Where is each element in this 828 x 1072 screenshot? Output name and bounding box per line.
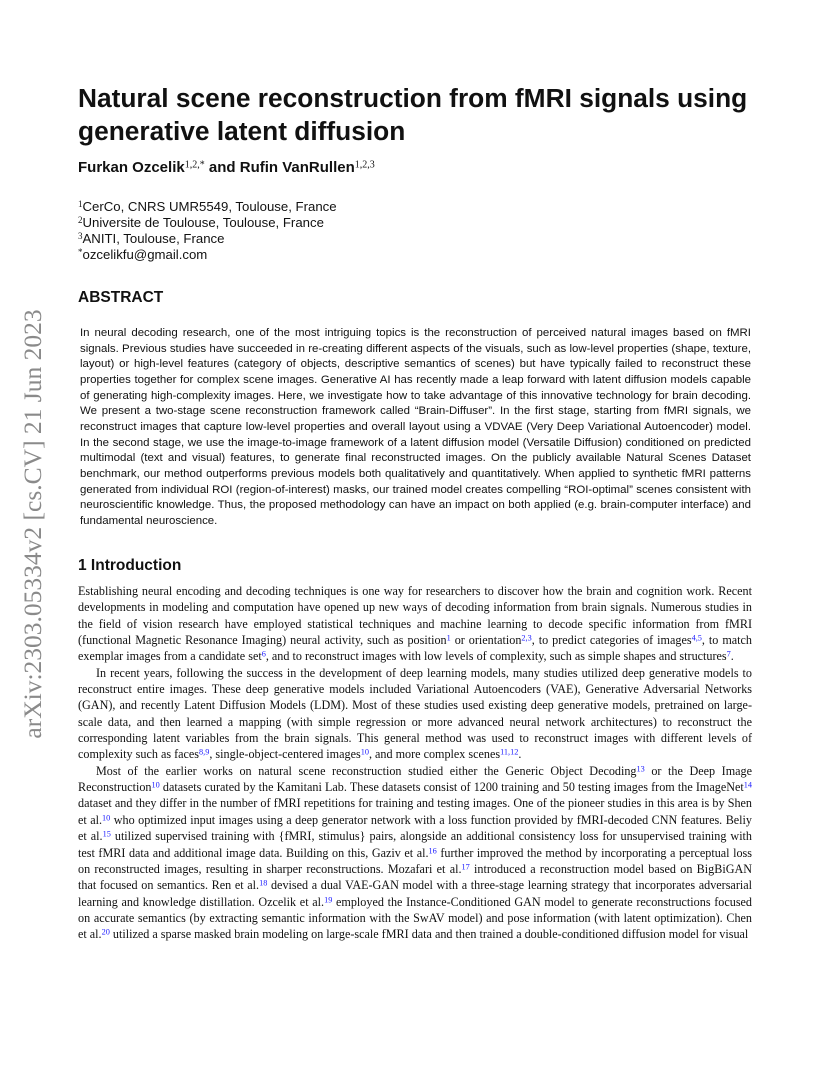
citation-link[interactable]: 19	[324, 894, 333, 904]
citation-link[interactable]: 7	[726, 649, 731, 659]
affiliation-text: CerCo, CNRS UMR5549, Toulouse, France	[82, 199, 337, 214]
citation-reference[interactable]	[199, 748, 209, 757]
arxiv-identifier: arXiv:2303.05334v2 [cs.CV] 21 Jun 2023	[18, 309, 47, 739]
citation-link[interactable]: 11,12	[500, 747, 519, 757]
affiliation-marker: 2	[78, 215, 83, 226]
citation-reference[interactable]	[152, 780, 160, 789]
citation-link[interactable]: 13	[636, 764, 645, 774]
citation-link[interactable]: 10	[151, 780, 160, 790]
citation-link[interactable]: 20	[101, 927, 110, 937]
citation-reference[interactable]	[324, 895, 332, 904]
abstract-heading: ABSTRACT	[78, 289, 164, 306]
citation-link[interactable]: 6	[261, 649, 266, 659]
section-heading-introduction: 1 Introduction	[78, 557, 182, 574]
arxiv-stamp	[14, 0, 48, 1072]
citation-reference[interactable]	[102, 813, 110, 822]
paragraph: Most of the earlier works on natural scene reconstruction studied either the Generic Object Decoding$^{13}$ or the Deep Image Reconstruction$^{10}$ datasets curated by the Kamitani Lab. These datasets consist of 1200 training and 50 testing images from the ImageNet$^{14}$ dataset and they differ in the number of fMRI repetitions for training and testing images. One of the pioneer studies in this area is by Shen et al.$^{10}$ who optimized input images using a deep generator network with a loss function provided by fMRI-decoded CNN features. Beliy et al.$^{15}$ utilized supervised training with {fMRI, stimulus} pairs, alongside an additional consistency loss for unsupervised training with test fMRI data and additional image data. Building on this, Gaziv et al.$^{16}$ further improved the method by incorporating a perceptual loss on reconstructed images, resulting in sharper reconstructions. Mozafari et al.$^{17}$ introduced a reconstruction model based on BigBiGAN that focused on semantics. Ren et al.$^{18}$ devised a dual VAE-GAN model with a three-stage learning strategy that incorporates adversarial learning and knowledge distillation. Ozcelik et al.$^{19}$ employed the Instance-Conditioned GAN model to generate reconstructions focused on accurate semantics (by extracting semantic information with the SwAV model) and pose information (with latent optimization). Chen et al.$^{20}$ utilized a sparse masked brain modeling on large-scale fMRI data and then trained a double-conditioned diffusion model for visual	[78, 763, 753, 942]
citation-link[interactable]: 17	[461, 862, 470, 872]
affiliation-marker: 3	[78, 231, 83, 242]
citation-link[interactable]: 15	[102, 829, 111, 839]
author-affiliation-marker: 1,2,3	[354, 159, 375, 171]
affiliation-marker: 1	[78, 198, 83, 209]
affiliation-text: ANITI, Toulouse, France	[82, 231, 225, 247]
introduction-body	[78, 583, 752, 943]
abstract-text: In neural decoding research, one of the most intriguing topics is the reconstruction of perceived natural images based on fMRI signals. Previous studies have succeeded in re-creating different aspects of the visuals, such as low-level properties (shape, texture, layout) or high-level features (category of objects, descriptive semantics of scenes) but have typically failed to reconstruct these properties together for complex scene images. Generative AI has recently made a leap forward with latent diffusion models capable of generating high-complexity images. Here, we investigate how to take advantage of this innovative technology for brain decoding. We present a two-stage scene reconstruction framework called “Brain-Diffuser”. In the first stage, starting from fMRI signals, we reconstruct images that capture low-level properties and overall layout using a VDVAE (Very Deep Variational Autoencoder) model. In the second stage, we use the image-to-image framework of a latent diffusion model (Versatile Diffusion) conditioned on predicted multimodal (text and visual) features, to generate final reconstructed images. On the publicly available Natural Scenes Dataset benchmark, our method outperforms previous models both qualitatively and quantitatively. When applied to synthetic fMRI patterns generated from individual ROI (region-of-interest) masks, our trained model creates compelling “ROI-optimal” scenes consistent with neuroscientific knowledge. Thus, the proposed methodology can have an impact on both applied (e.g. brain-computer interface) and fundamental neuroscience.	[80, 327, 751, 527]
citation-link[interactable]: 1	[446, 633, 451, 643]
author-name: Rufin VanRullen	[239, 159, 355, 176]
citation-link[interactable]: 10	[360, 747, 369, 757]
citation-reference[interactable]	[259, 878, 267, 887]
paragraph: Establishing neural encoding and decoding techniques is one way for researchers to discover how the brain and cognition work. Recent developments in modeling and computation have opened up new ways of decoding information from brain signals. Numerous studies in the field of vision research have employed statistical techniques and machine learning to decode specific information from fMRI (functional Magnetic Resonance Imaging) neural activity, such as position$^1$ or orientation$^{2,3}$, to predict categories of images$^{4,5}$, to match exemplar images from a candidate set$^6$, and to reconstruct images with low levels of complexity, such as simple shapes and structures$^7$.	[78, 584, 752, 664]
email-text: ozcelikfu@gmail.com	[82, 247, 208, 263]
citation-link[interactable]: 14	[743, 780, 752, 790]
citation-link[interactable]: 2,3	[521, 633, 532, 643]
citation-link[interactable]: 18	[259, 878, 268, 888]
citation-reference[interactable]	[692, 633, 702, 642]
citation-link[interactable]: 10	[102, 813, 111, 823]
citation-reference[interactable]	[262, 650, 266, 659]
author-affiliation-marker: 1,2,*	[184, 159, 205, 171]
citation-reference[interactable]	[727, 650, 731, 659]
author-list	[78, 159, 375, 176]
citation-reference[interactable]	[447, 633, 451, 642]
citation-reference[interactable]	[102, 928, 110, 937]
citation-reference[interactable]	[462, 862, 470, 871]
citation-reference[interactable]	[637, 764, 645, 773]
citation-link[interactable]: 16	[428, 845, 437, 855]
affiliation	[78, 231, 337, 247]
author-joiner: and	[208, 159, 236, 176]
citation-reference[interactable]	[361, 748, 369, 757]
citation-reference[interactable]	[500, 748, 518, 757]
paper-title: Natural scene reconstruction from fMRI signals using generative latent diffusion	[78, 83, 748, 146]
paragraph: In recent years, following the success in the development of deep learning models, many studies utilized deep generative models to reconstruct entire images. These deep generative models included Variational Autoencoders (VAE), Generative Adversarial Networks (GAN), and recently Latent Diffusion Models (LDM). Most of these studies used existing deep generative models, pretrained on large-scale data, and then learned a mapping (with simple regression or more advanced neural network architectures) to reconstruct the corresponding latent variables from the brain signals. This general method was used to reconstruct images with different levels of complexity such as faces$^{8,9}$, single-object-centered images$^{10}$, and more complex scenes$^{11,12}$.	[78, 665, 752, 762]
affiliation-marker: *	[78, 247, 83, 258]
affiliation-list	[78, 199, 337, 263]
citation-reference[interactable]	[521, 633, 531, 642]
citation-link[interactable]: 8,9	[199, 747, 210, 757]
author-name: Furkan Ozcelik	[78, 159, 185, 176]
citation-reference[interactable]	[744, 780, 752, 789]
citation-reference[interactable]	[103, 829, 111, 838]
affiliation	[78, 199, 337, 215]
affiliation-text: Universite de Toulouse, Toulouse, France	[82, 215, 324, 231]
corresponding-email	[78, 247, 337, 263]
affiliation	[78, 215, 337, 231]
citation-reference[interactable]	[429, 846, 437, 855]
citation-link[interactable]: 4,5	[691, 633, 702, 643]
